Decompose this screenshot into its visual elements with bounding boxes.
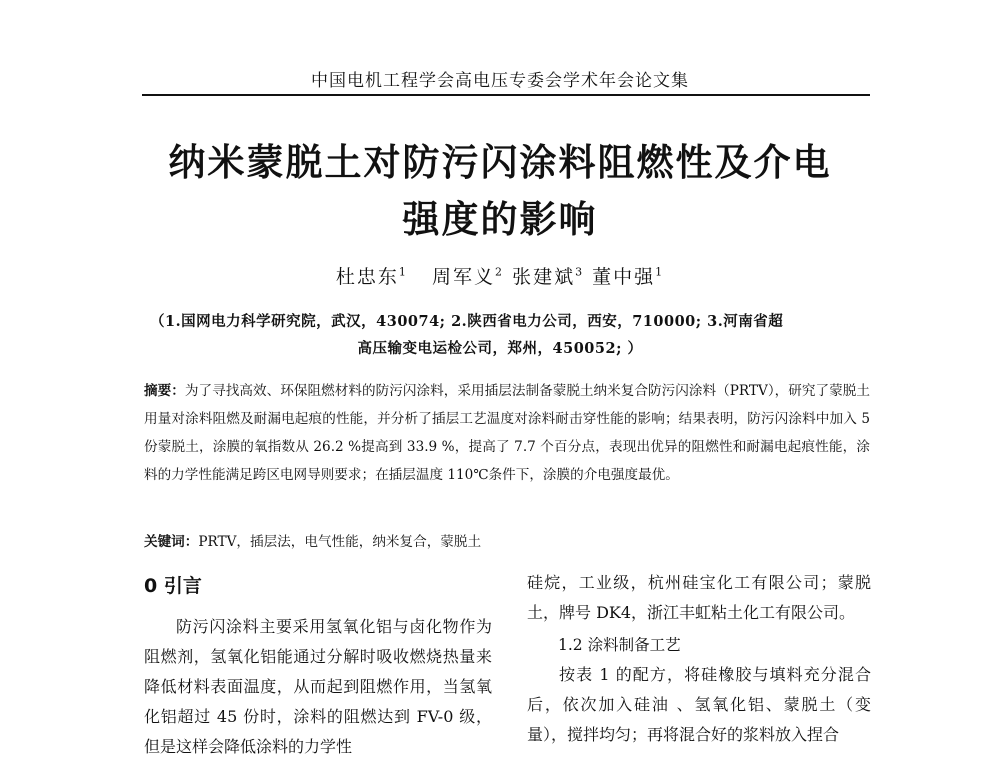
keywords [144,530,870,550]
author-affil-mark: 3 [575,265,585,279]
author-list [0,262,1000,289]
paper-title-line-1: 纳米蒙脱土对防污闪涂料阻燃性及介电 [168,141,832,184]
abstract [144,377,870,489]
author-name: 周军义 [432,266,496,288]
header-rule [142,94,870,96]
body-paragraph: 防污闪涂料主要采用氢氧化铝与卤化物作为阻燃剂，氢氧化铝能通过分解时吸收燃烧热量来降低材料表面温度，从而起到阻燃作用，当氢氧化铝超过 45 份时，涂料的阻燃达到 FV-0 级，但是这样会降低涂料的力学性 [144,617,492,756]
right-column [527,568,871,750]
paper-title-line-2: 强度的影响 [402,198,598,241]
author-affil-mark: 2 [495,265,505,279]
author-name: 张建斌 [512,266,576,288]
author-affil-mark: 1 [655,265,665,279]
author-name: 杜忠东 [335,266,399,288]
affiliations-line-2: 高压输变电运检公司，郑州，450052; ） [357,340,643,357]
affiliations-line-1: （1.国网电力科学研究院，武汉，430074; 2.陕西省电力公司，西安，710000; 3.河南省超 [150,313,784,330]
running-header: 中国电机工程学会高电压专委会学术年会论文集 [311,71,689,91]
abstract-text: 为了寻找高效、环保阻燃材料的防污闪涂料，采用插层法制备蒙脱土纳米复合防污闪涂料（PRTV），研究了蒙脱土用量对涂料阻燃及耐漏电起痕的性能，并分析了插层工艺温度对涂料耐击穿性能的影响；结果表明，防污闪涂料中加入 5 份蒙脱土，涂膜的氧指数从 26.2 %提高到 33.9 %，提高了 7.7 个百分点，表现出优异的阻燃性和耐漏电起痕性能，涂料的力学性能满足跨区电网导则要求；在插层温度 110℃条件下，涂膜的介电强度最优。 [144,383,870,483]
materials-paragraph: 硅烷，工业级，杭州硅宝化工有限公司；蒙脱土，牌号 DK4，浙江丰虹粘土化工有限公司。 [527,573,871,622]
author-name: 董中强 [592,266,656,288]
keywords-label: 关键词： [144,534,199,550]
left-column [144,612,492,762]
body-paragraph: 按表 1 的配方，将硅橡胶与填料充分混合后，依次加入硅油 、氢氧化铝、蒙脱土（变量），搅拌均匀；再将混合好的浆料放入捏合 [527,665,871,744]
section-heading-intro: 0 引言 [144,575,202,597]
subsection-heading: 1.2 涂料制备工艺 [558,636,681,654]
keywords-text: PRTV，插层法，电气性能，纳米复合，蒙脱土 [198,534,482,550]
abstract-label: 摘要： [144,383,185,399]
author-affil-mark: 1 [398,265,408,279]
